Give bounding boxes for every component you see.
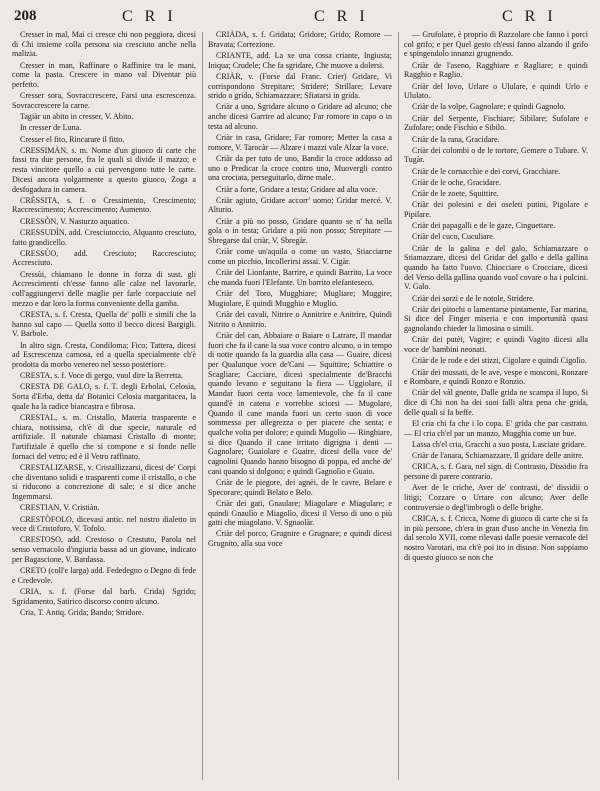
dictionary-entry: CRESTA, s. f. Voce di gergo, vuol dire la Berretta. xyxy=(20,371,183,381)
dictionary-entry: Criàr del porco, Grugnire e Grugnare; e quindi dicesi Grugnito, alla sua voce xyxy=(208,529,392,549)
dictionary-entry: Cresser sora, Sovraccrescere, Farsi una escrescenza. Sovraccrescere la carne. xyxy=(12,91,196,110)
dictionary-entry: Criàr a forte, Gridare a testa; Gridare ad alta voce. xyxy=(216,184,378,194)
dictionary-entry: Tagiàr un abito in cresser, V. Abito. xyxy=(20,112,134,122)
dictionary-entry: Criàr del cuco, Cuculiare. xyxy=(412,232,495,242)
dictionary-entry: CRESSÙO, add. Cresciuto; Raccresciuto; Accresciuto. xyxy=(12,248,196,268)
dictionary-entry: Criàr de la galina e del galo, Schiamazzare o Stiamazzare, dicesi del Gridar del gallo e della gallina quando ha fatto l'uovo. Chiocciare o Crocciare, dicesi del Verso della gallina quando vuol covare o ha i pulcini. V. Galo. xyxy=(404,243,588,292)
dictionary-entry: CRICA, s. f. Gara, nel sign. di Contrasto, Dissidio fra persone di parere contrario. xyxy=(404,462,588,482)
dictionary-entry: Criàr da per tuto de uno, Bandir la croce addosso ad uno o Predicar la croce contro uno, Muovergli contro una crociata, perseguitarlo, dirne male. xyxy=(208,153,392,183)
dictionary-entry: Criàr a uno, Sgridare alcuno o Gridare ad alcuno; che anche dicesi Garrire ad alcuno; Far romore in capo o in testa ad alcuno. xyxy=(208,102,392,131)
running-head-left: C R I xyxy=(122,8,177,25)
column-right xyxy=(404,30,588,785)
dictionary-entry: In cresser de Luna. xyxy=(20,123,82,133)
dictionary-entry: CRESTÒFOLO, dicevasi antic. nel nostro dialetto in vece di Cristoforo, V. Tofolo. xyxy=(12,514,196,534)
dictionary-entry: Criàr del can, Abbaiare o Baiare o Latrare, Il mandar fuori che fa il cane la sua voce contro alcuno, o in tempo di notte quando fa la guardia alla casa — Guaire, dicesi per Qualunque voce de'Cani — Squittire; Schiattire o Scagliare; Cacciare, dicesi specialmente de'Bracchi quando levano e seguitano la fiera — Uggiolare, il Mandar fuori certa voce lamentevole, che fa il cane quand'è in catena e vorrebbe sciorsi — Mugolare, Quando il cane manda fuori un certo suon di voce sommessa per allegrezza o per piacere che senta; e qualche volta per dolore; e quindi Mugolìo — Ringhiare, si dice Quando il cane irritato digrigna i denti — Gagnolare; Guaiolare e Guaire, dicesi della voce de' cagnolini Quando hanno bisogno di poppa, ed anche de' cani quando si dolgono; e quindi Gagnolìo e Guaio. xyxy=(208,330,392,476)
dictionary-entry: Criàr del vàl gnente, Dalle grida ne scampa il lupo, Si dice di Chi non ha dei suoi falli altra pena che grida, delle quali si fa beffe. xyxy=(404,388,588,417)
dictionary-entry: Criàr de le rode e dei stizzi, Cigolare e quindi Cigolìo. xyxy=(412,356,587,366)
dictionary-entry: CRESTA, s. f. Cresta, Quella de' polli e simili che la hanno sul capo — Quella sotto il becco dicesi Bargigli. V. Barbole. xyxy=(12,309,196,339)
running-head-center: C R I xyxy=(314,8,369,25)
dictionary-entry: Aver de le criche, Aver de' contrasti, de' dissidii o litigi; Cozzare o Urtare con alcuno; Aver delle controversie o degl'imbrogli o delle brighe. xyxy=(404,483,588,512)
dictionary-entry: Criàr dei sorzi e de le notole, Stridere. xyxy=(412,293,535,303)
dictionary-entry: In altro sign. Cresta, Condiloma; Fico; Tattera, dicesi ad Escrescenza carnosa, ed a quella specialmente ch'è prodotta da morbo venereo nel sesso posteriore. xyxy=(12,340,196,369)
dictionary-entry: CRICA, s. f. Cricca, Nome di giuoco di carte che si fa in più persone, ch'era in gran d'uso anche in Venezia fin dal secolo XVII, come rilevasi dalle poesie vernacole del nostro Varotari, ma ch'è poi ito in disuso. Non sappiamo di questo giuoco se non che xyxy=(404,513,588,562)
dictionary-entry: Criàr de le zoete, Squittire. xyxy=(412,189,499,199)
dictionary-entry: Criàr de l'anara, Schiamazzare, Il gridare delle anitre. xyxy=(412,451,584,461)
dictionary-entry: El cria chi fa che i lo copa. E' grida che par castrato. — El cria ch'el par un manzo, Mugghia come un bue. xyxy=(404,419,588,438)
dictionary-entry: Cresser el fito, Rincarare il fitto. xyxy=(20,134,125,144)
dictionary-entry: CRÈSSITA, s. f. o Cressimento, Crescimento; Raccrescimento; Accrescimento; Aumento. xyxy=(12,195,196,215)
dictionary-entry: Criàr in casa, Gridare; Far romore; Metter la casa a romore, V. Tarocàr — Alzare i mazzi vale Alzar la voce. xyxy=(208,133,392,152)
dictionary-entry: Cresser in mal, Mai ci cresce chi non peggiora, dicesi di Chi insieme colla persona sia cresciuto anche nella malizia. xyxy=(12,30,196,59)
dictionary-entry: Criàr dei cavali, Nitrire o Annitrire e Anitrire, Quindi Nitrito o Annitrio. xyxy=(208,309,392,329)
dictionary-entry: CRIA, s. f. (Forse dal barb. Crida) Sgrido; Sgridamento, Satirico discorso contro alcuno. xyxy=(12,586,196,606)
dictionary-entry: Criàr agiuto, Gridare accorr' uomo; Gridar mercé. V. Alturio. xyxy=(208,195,392,215)
dictionary-entry: Criàr de la rana, Gracidare. xyxy=(412,134,500,144)
dictionary-entry: CRESTOSO, add. Crestoso o Crestuto, Parola nel senso vernacolo d'ingiuria bassa ad un giovane, indicato per Bagascione, V. Bardassa. xyxy=(12,535,196,564)
dictionary-entry: — Grufolare, è proprio di Razzolare che fanno i porci col grifo; e per Quel gesto ch'essi fanno alzando il grifo e spingendolo innanzi grugnendo. xyxy=(404,30,588,59)
dictionary-entry: CRESTA DE GALO, s. f. T. degli Erbolai, Celosia, Sorta d'Erba, detta da' Botanici Celosia margaritacea, la quale ha la radice biancastra e fibrosa. xyxy=(12,382,196,411)
dictionary-entry: Criàr dei gati, Gnaulare; Miagolare e Miagulare; e quindi Gnaulìo e Miagolìo, dicesi il Verso di uno o più gatti che miagolano. V. Sgnaolàr. xyxy=(208,498,392,528)
dictionary-entry: Criàr del Toro, Mugghiare; Mugliare; Muggire; Mugiolare, E quindi Mugghio e Muglio. xyxy=(208,289,392,308)
dictionary-entry: Criàr de le cornacchie e dei corvi, Gracchiare. xyxy=(412,166,561,176)
dictionary-entry: Criàr dei putèi, Vagire; e quindi Vagito dicesi alla voce de' bambini neonati. xyxy=(404,335,588,355)
dictionary-entry: Criàr come un'aquila o come un vasto, Stiacciarne come un picchio, Incollerirsi assai. V. Cigàr. xyxy=(208,247,392,266)
dictionary-entry: CRESSIMÀN, s. m. Nome d'un giuoco di carte che fassi tra due persone, fra le quali si divide il mazzo; e resta vincitore quello a cui pervengono tutte le carte. Dicesi ancora volgarmente a questo giuoco, Zoga a desfogadura in camera. xyxy=(12,145,196,194)
dictionary-entry: Criàr dei polesini e dei oseleti putini, Pigolare e Pipilare. xyxy=(404,200,588,219)
dictionary-entry: Criàr del Lionfante, Barrire, e quindi Barrito, La voce che manda fuori l'Elefante. Un barrito elefanteseco. xyxy=(208,268,392,287)
dictionary-entry: Criàr de la volpe, Gagnolare; e quindi Gagnolo. xyxy=(412,102,566,112)
dictionary-entry: CRESTIAN, V. Cristiàn. xyxy=(20,503,100,513)
dictionary-entry: CRESTALIZARSE, v. Cristallizzarsi, dicesi de' Corpi che diventano solidi e trasparenti come il cristallo, o che si riducono a concrezione di sale; e si dice anche Ingemmarsi. xyxy=(12,463,196,502)
dictionary-entry: Criàr dei colombi o de le tortore, Gemere o Tubare. V. Tugàr. xyxy=(404,145,588,165)
dictionary-entry: CRIANTE, add. La xe una cossa criante, Ingiusta; Iniqua; Crudele; Che fa sgridare, Che muove a dolersi. xyxy=(208,50,392,70)
dictionary-entry: Criàr a più no posso, Gridare quanto se n' ha nella gola o in testa; Gridare a più non posso; Strepitare — Sbregarse dal criàr, V. Sbregàr. xyxy=(208,216,392,246)
running-head-right: C R I xyxy=(502,8,557,25)
dictionary-entry: CRESSÒN, V. Nasturzo aquatico. xyxy=(20,216,130,226)
dictionary-entry: CRETO (coll'e larga) add. Fededegno o Degno di fede e Credevole. xyxy=(12,566,196,585)
column-divider xyxy=(398,32,399,780)
dictionary-entry: Cressùi, chiamano le donne in forza di sust. gli Accrescimenti ch'esse fanno alle calze nel lavorarle, coll'aggiungervi delle maglie per farle corpacciute nel mezzo e dar loro la forma conveniente della gamba. xyxy=(12,269,196,308)
dictionary-entry: Criàr de le oche, Gracidare. xyxy=(412,177,501,187)
dictionary-entry: Criàr de l'aseno, Ragghiare e Ragliare; e quindi Ragghio e Raglio. xyxy=(404,60,588,80)
dictionary-entry: Criàr dei mussati, de le ave, vespe e mosconi, Ronzare e Rombare, e quindi Ronzo e Ronzìo. xyxy=(404,367,588,387)
text-columns xyxy=(12,30,588,785)
page-header xyxy=(12,6,588,32)
dictionary-entry: Criàr dei pitochi o lamentarse pintamente, Far marina, Si dice del Finger miseria e con importunità quasi gagnolando chieder la limosina o simili. xyxy=(404,304,588,334)
dictionary-entry: Criàr del lovo, Urlare o Ululare, e quindi Urlo e Ululato. xyxy=(404,81,588,101)
dictionary-entry: Criàr de le piegore, dei agnèi, de le cavre, Belare e Specorare; quindi Belato e Belo. xyxy=(208,477,392,497)
dictionary-entry: Criàr del Serpente, Fischiare; Sibilare; Sufolare e Zufolare; onde Fischio e Sibilo. xyxy=(404,113,588,133)
dictionary-entry: Cria, T. Antiq. Grida; Bando; Stridore. xyxy=(20,607,144,617)
dictionary-entry: CRIÀDA, s. f. Gridata; Gridore; Grido; Romore — Bravata; Correzione. xyxy=(208,30,392,49)
dictionary-entry: Criàr dei papagalli e de le gaze, Cinguettare. xyxy=(412,221,556,231)
column-left xyxy=(12,30,196,785)
dictionary-entry: CRESSUDÌN, add. Cresciutoccio, Alquanto cresciuto, fatto grandicello. xyxy=(12,227,196,247)
column-divider xyxy=(202,32,203,780)
column-middle xyxy=(208,30,392,785)
dictionary-entry: Cresser in man, Raffinare o Raffinire tra le mani, come la pasta. Crescere in mano val Diventar più perfetto. xyxy=(12,60,196,90)
dictionary-entry: Lassa ch'el cria, Gracchi a suo posta, Lasciate gridare. xyxy=(412,439,587,449)
dictionary-entry: CRESTAL, s. m. Cristallo, Materia trasparente e chiara, notissima, ch'è di due specie, naturale ed artifiziale. Il naturale chiamasi Cristallo di monte; l'artifiziale è quello che si compone e si fonde nelle fornaci del vetro; ed è il Vetro raffinato. xyxy=(12,413,196,461)
page-number: 208 xyxy=(14,8,37,24)
dictionary-entry: CRIÀR, v. (Forse dal Franc. Crier) Gridare, Vi corrispondono Strepitare; Stridere; Strillare; Levare strido o grido, Schiamazzare; Sfiatarsi in grida. xyxy=(208,71,392,101)
